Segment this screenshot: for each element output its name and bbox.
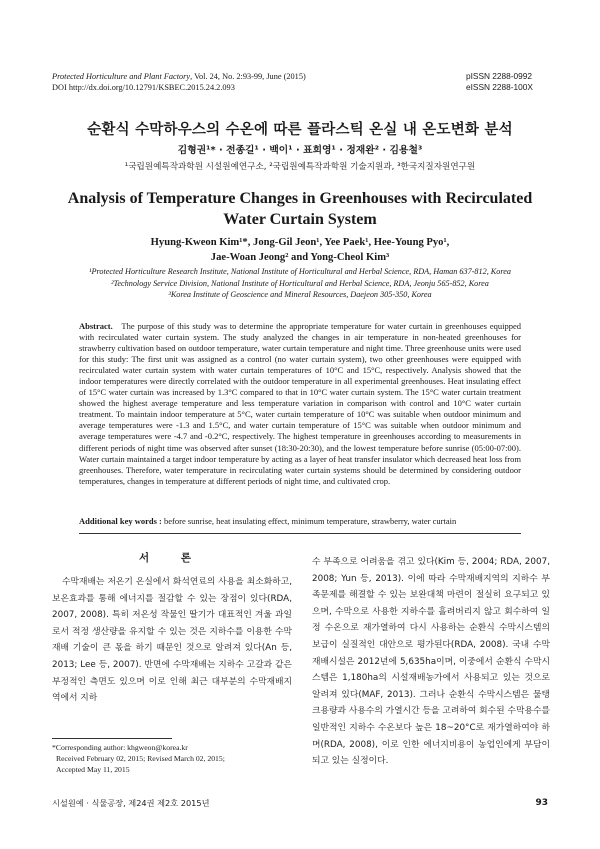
page-number: 93	[535, 798, 548, 808]
affiliation-1: ¹Protected Horticulture Research Institute, National Institute of Horticultural and Herbal Science, RDA, Haman 637-812, Korea	[89, 267, 511, 276]
authors-line-2: Jae-Woan Jeong² and Yong-Cheol Kim³	[210, 252, 390, 263]
electronic-issn: eISSN 2288-100X	[466, 82, 533, 92]
affiliation-2: ²Technology Service Division, National Institute of Horticultural and Herbal Science, RDA, Jeonju 565-852, Korea	[111, 278, 489, 288]
authors-line-1: Hyung-Kweon Kim¹*, Jong-Gil Jeon¹, Yee Paek¹, Hee-Young Pyo¹,	[150, 237, 450, 248]
doi-link[interactable]: DOI http://dx.doi.org/10.12791/KSBEC.2015.24.2.093	[52, 83, 235, 92]
print-issn: pISSN 2288-0992	[466, 71, 532, 81]
english-affiliations	[40, 266, 560, 301]
keywords-text: before sunrise, heat insulating effect, minimum temperature, strawberry, water curtain	[161, 516, 457, 526]
journal-name: Protected Horticulture and Plant Factory	[52, 72, 191, 81]
footnote-rule	[52, 738, 172, 739]
accepted-date: Accepted May 11, 2015	[56, 765, 130, 774]
korean-authors: 김형권¹* · 전종길¹ · 백이¹ · 표희영¹ · 정재완² · 김용철³	[177, 145, 423, 156]
korean-title: 순환식 수막하우스의 수온에 따른 플라스틱 온실 내 온도변화 분석	[87, 122, 513, 138]
body-column-right: 수 부족으로 어려움을 겪고 있다(Kim 등, 2004; RDA, 2007, 2008; Yun 등, 2013). 이에 따라 수막재배지역의 지하수 부족문제를 해결할 수 있는 보완대책 마련이 절실히 요구되고 있으며, 수막으로 사용한 지하수를 흘려버리지 않고 회수하여 일정 수온으로 재가열하여 다시 사용하는 순환식 수막시스템의 보급이 실질적인 대안으로 평가된다(RDA, 2008). 국내 수막재배시설은 2012년에 5,635ha이며, 이중에서 순환식 수막시스템은 1,180ha의 시설재배농가에서 사용되고 있는 것으로 알려져 있다(MAF, 2013). 그러나 순환식 수막시스템은 물탱크용량과 사용수의 가열시간 등을 고려하여 회수된 수막용수를 일반적인 지하수 수온보다 높은 18~20°C로 재가열하여야 하며(RDA, 2008), 이로 인한 에너지비용이 농업인에게 부담이 되고 있는 실정이다.	[312, 557, 550, 767]
introduction-heading: 서 론	[139, 552, 205, 564]
citation-block	[52, 71, 306, 93]
english-authors	[60, 235, 540, 265]
abstract-label: Abstract.	[79, 321, 113, 331]
issn-block	[466, 71, 548, 93]
keywords-label: Additional key words :	[79, 516, 162, 526]
footnote	[52, 742, 302, 775]
english-title: Analysis of Temperature Changes in Greenhouses with Recirculated Water Curtain System	[67, 190, 533, 228]
abstract	[79, 321, 521, 487]
body-column-left: 수막재배는 저온기 온실에서 화석연료의 사용을 최소화하고, 보온효과를 통해 에너지를 절감할 수 있는 장점이 있다(RDA, 2007, 2008). 특히 저온성 작물인 딸기가 대표적인 겨울 과일로서 적정 생산량을 유지할 수 있는 것은 지하수를 이용한 수막재배 기술이 큰 몫을 하기 때문인 것으로 알려져 있다(An 등, 2013; Lee 등, 2007). 반면에 수막재배는 지하수 고갈과 같은 부정적인 측면도 있으며 이로 인해 최근 대부분의 수막재배지역에서 지하	[52, 577, 292, 704]
keywords	[79, 516, 521, 527]
corresponding-author: *Corresponding author: khgweon@korea.kr	[52, 743, 188, 752]
citation-details: , Vol. 24, No. 2:93-99, June (2015)	[190, 72, 306, 81]
received-date: Received February 02, 2015; Revised March 02, 2015;	[56, 754, 225, 763]
footer-journal-issue: 시설원예 · 식물공장, 제24권 제2호 2015년	[52, 798, 210, 808]
korean-affiliations: ¹국립원예특작과학원 시설원예연구소, ²국립원예특작과학원 기술지원과, ³한국지질자원연구원	[124, 162, 476, 172]
affiliation-3: ³Korea Institute of Geoscience and Mineral Resources, Daejeon 305-350, Korea	[168, 290, 432, 299]
section-divider	[79, 533, 521, 534]
abstract-text: The purpose of this study was to determine the appropriate temperature for water curtain in greenhouses equipped with recirculated water curtain system. The study analyzed the changes in air temperature in non-heated greenhouses for strawberry cultivation based on outdoor temperature, water curtain temperature and night time. Three greenhouse units were used for this study: The first unit was assigned as a control (no water curtain system), two other greenhouses were equipped with recirculated water curtain system with water curtain temperatures of 10°C and 15°C, respectively. Analysis showed that the indoor temperatures were directly correlated with the outdoor temperature in all experimental greenhouses. Heat insulating effect of 15°C water curtain was increased by 1.3°C compared to that in 10°C water curtain system. The 15°C water curtain treatment showed the highest average temperature and less temperature variation in comparison with control and 10°C water curtain treatment. To maintain indoor temperature at 5°C, water curtain temperature of 10°C was suitable when outdoor minimum and average temperatures were -1.3 and 1.5°C, and water curtain temperature of 15°C was suitable when outdoor minimum and average temperatures were -4.7 and -0.2°C, respectively. The highest temperature in greenhouses according to measurements in different periods of night time was observed after sunset (18:30-20:30), and the lowest temperature before sunrise (05:00-07:00). Water curtain maintained a target indoor temperature by acting as a layer of heat transfer insulator which decreased heat loss from greenhouses. Therefore, water temperature in recirculating water curtain systems should be determined by considering outdoor temperatures, changes in temperature at different periods of night time, and cultivated crop.	[79, 321, 521, 486]
